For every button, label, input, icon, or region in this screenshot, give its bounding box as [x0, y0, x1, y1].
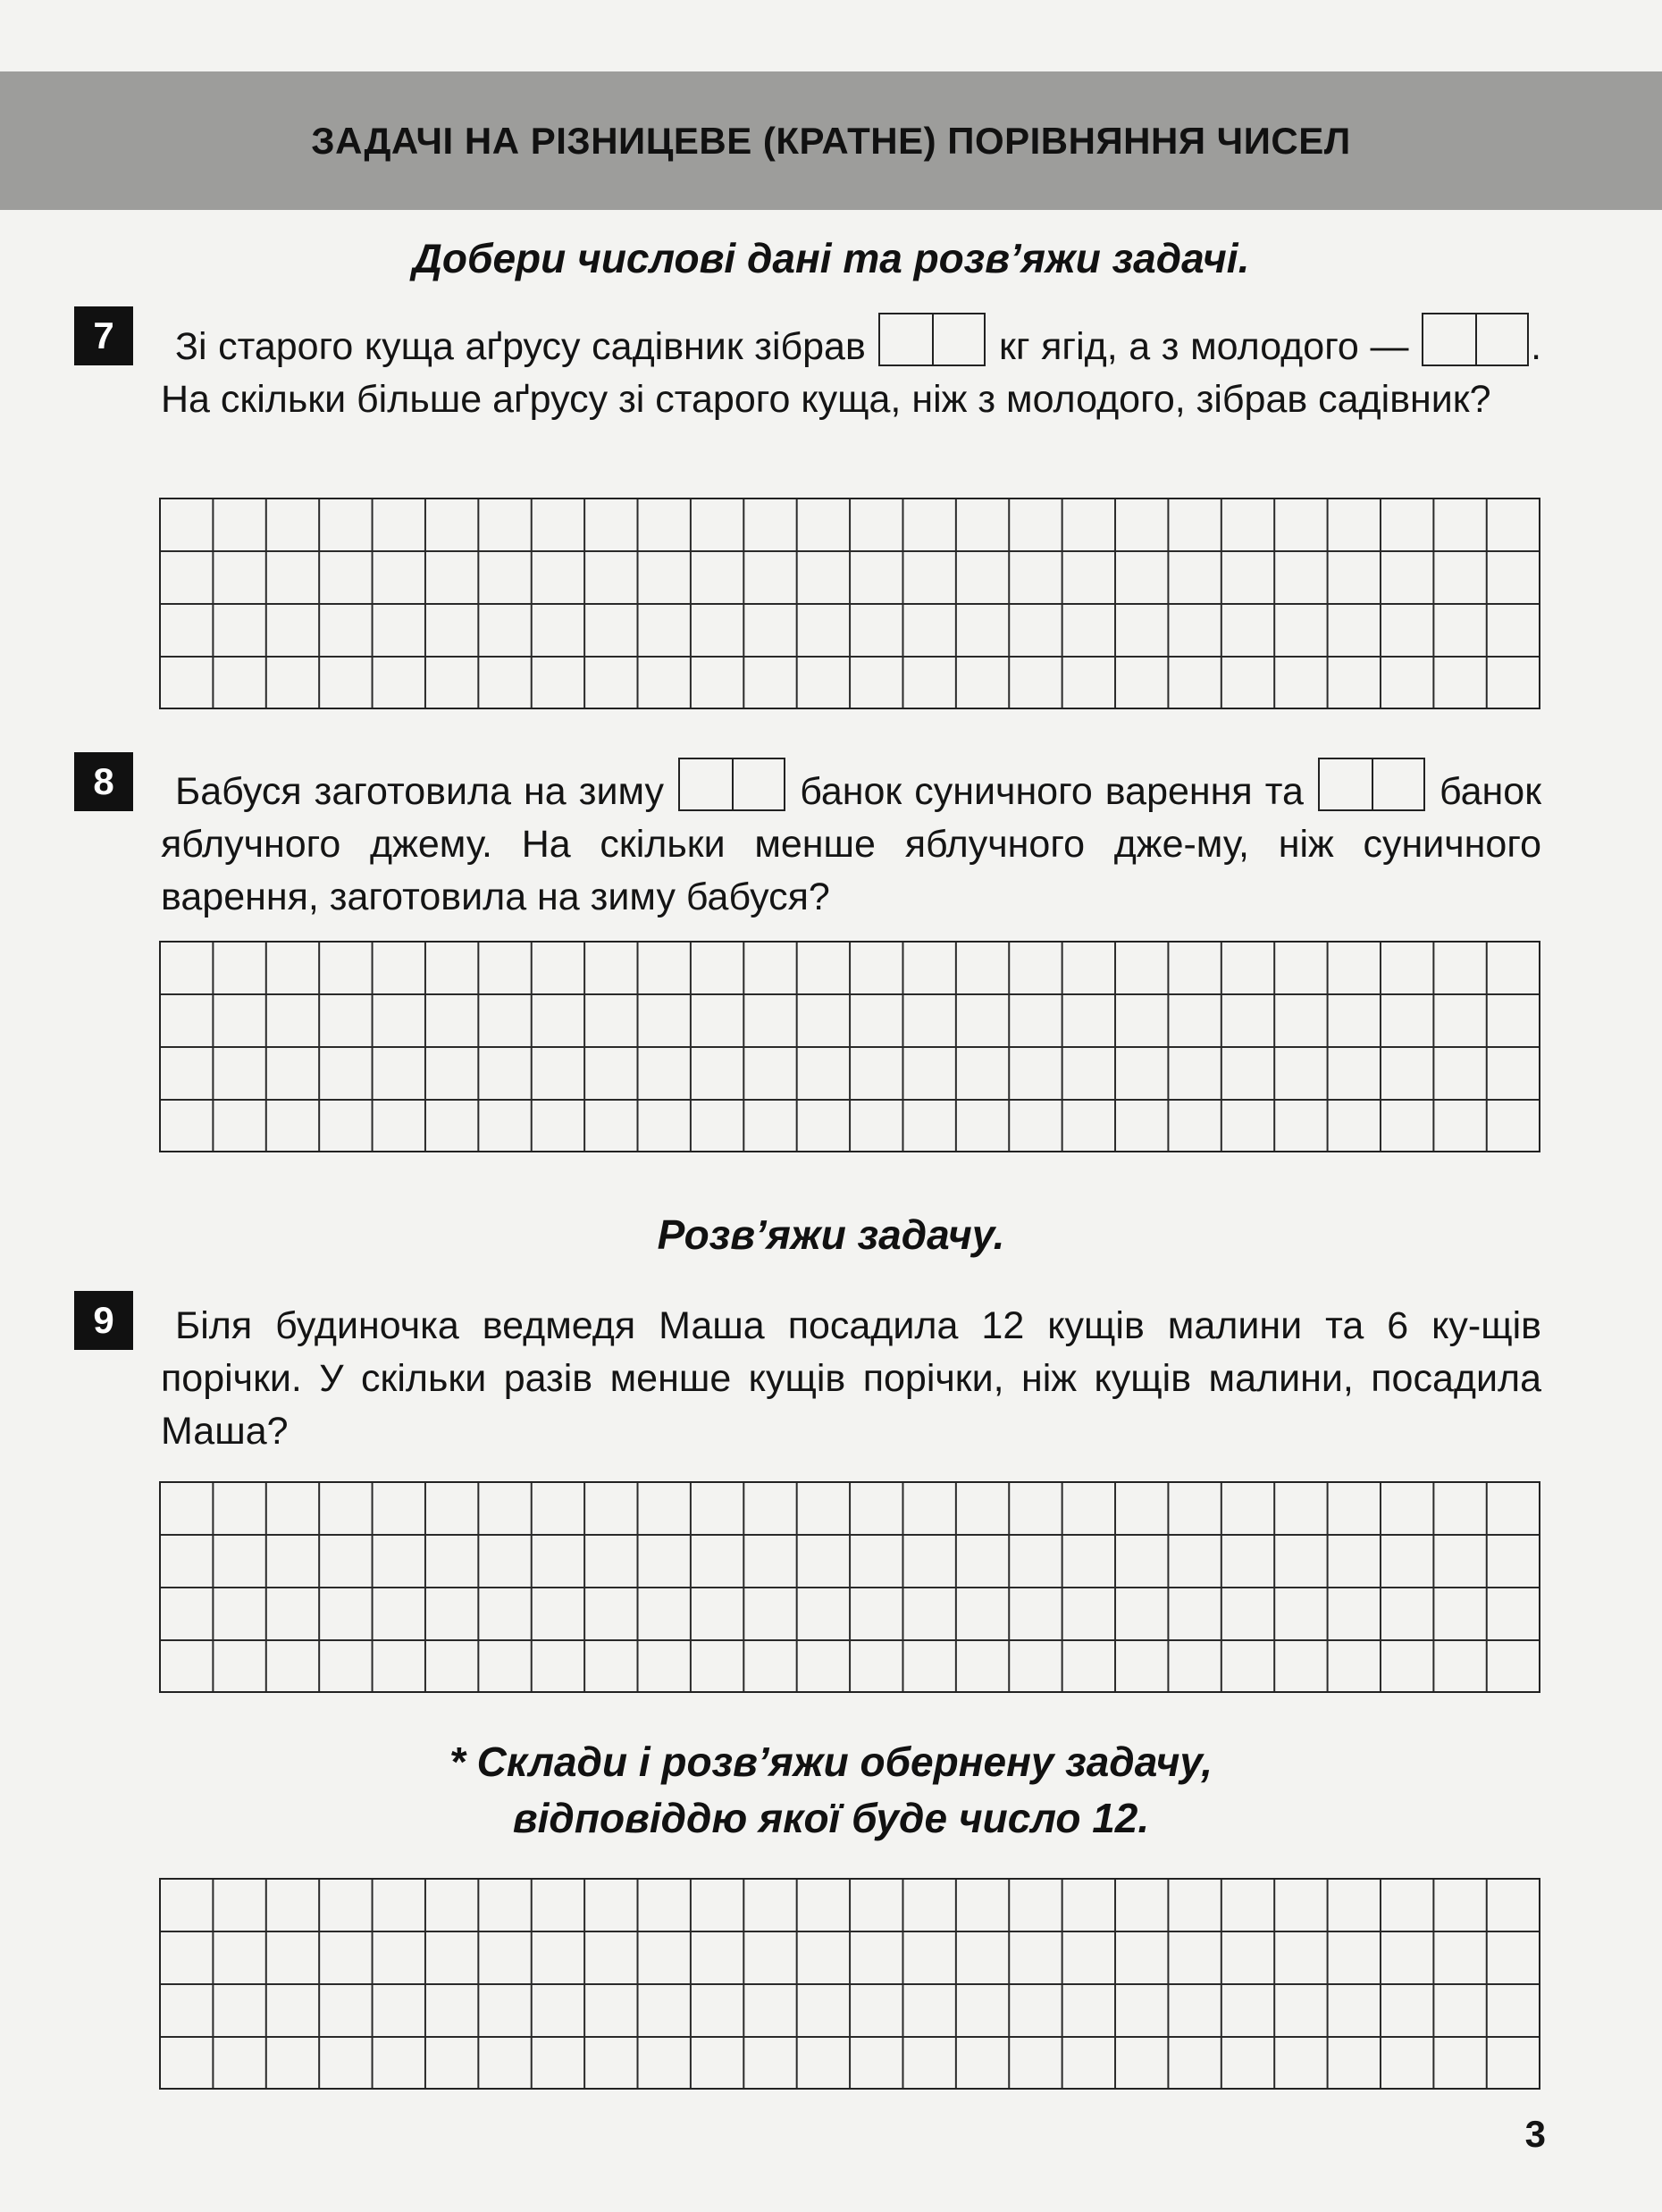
task-8-answer-grid[interactable] [159, 941, 1540, 1152]
task-9-answer-grid[interactable] [159, 1481, 1540, 1693]
task-8-text [161, 758, 1541, 924]
task-9-text [161, 1300, 1541, 1458]
task-9-text-body: Біля будиночка ведмедя Маша посадила 12 кущів малини та 6 ку-щів порічки. У скільки разів менше кущів порічки, ніж кущів малини, посадила Маша? [161, 1304, 1541, 1453]
task-number-7: 7 [74, 306, 133, 365]
task-7-text-part1: Зі старого куща аґрусу садівник зібрав [175, 325, 866, 368]
section-heading-solve: Розв’яжи задачу. [657, 1211, 1005, 1258]
task-7-text [161, 313, 1541, 426]
inverse-task-heading-line2: відповіддю якої буде число 12. [512, 1795, 1150, 1841]
task-7-answer-box-1[interactable] [878, 313, 986, 366]
task-8-text-part3: банок яблучного джему. На скільки менше яблучного дже-му, ніж суничного варення, заготовила на зиму бабуся? [161, 770, 1542, 918]
task-number-8: 8 [74, 752, 133, 811]
inverse-task-heading-line1: * Склади і розв’яжи обернену задачу, [449, 1739, 1213, 1785]
inverse-task-answer-grid[interactable] [159, 1878, 1540, 2090]
task-7-text-part2: кг ягід, а з молодого — [999, 325, 1409, 368]
task-8-answer-box-1[interactable] [678, 758, 785, 811]
task-8-answer-box-2[interactable] [1318, 758, 1425, 811]
task-8-text-part1: Бабуся заготовила на зиму [175, 770, 665, 813]
page-title: ЗАДАЧІ НА РІЗНИЦЕВЕ (КРАТНЕ) ПОРІВНЯННЯ ЧИСЕЛ [311, 119, 1351, 162]
section-heading-pick-data: Добери числові дані та розв’яжи задачі. [412, 235, 1250, 281]
task-7-answer-box-2[interactable] [1422, 313, 1529, 366]
task-number-9: 9 [74, 1291, 133, 1350]
task-7-text-part3: . На скільки більше аґрусу зі старого куща, ніж з молодого, зібрав садівник? [161, 325, 1542, 421]
page-number: 3 [1524, 2113, 1546, 2155]
task-7-answer-grid[interactable] [159, 498, 1540, 709]
task-8-text-part2: банок суничного варення та [800, 770, 1304, 813]
